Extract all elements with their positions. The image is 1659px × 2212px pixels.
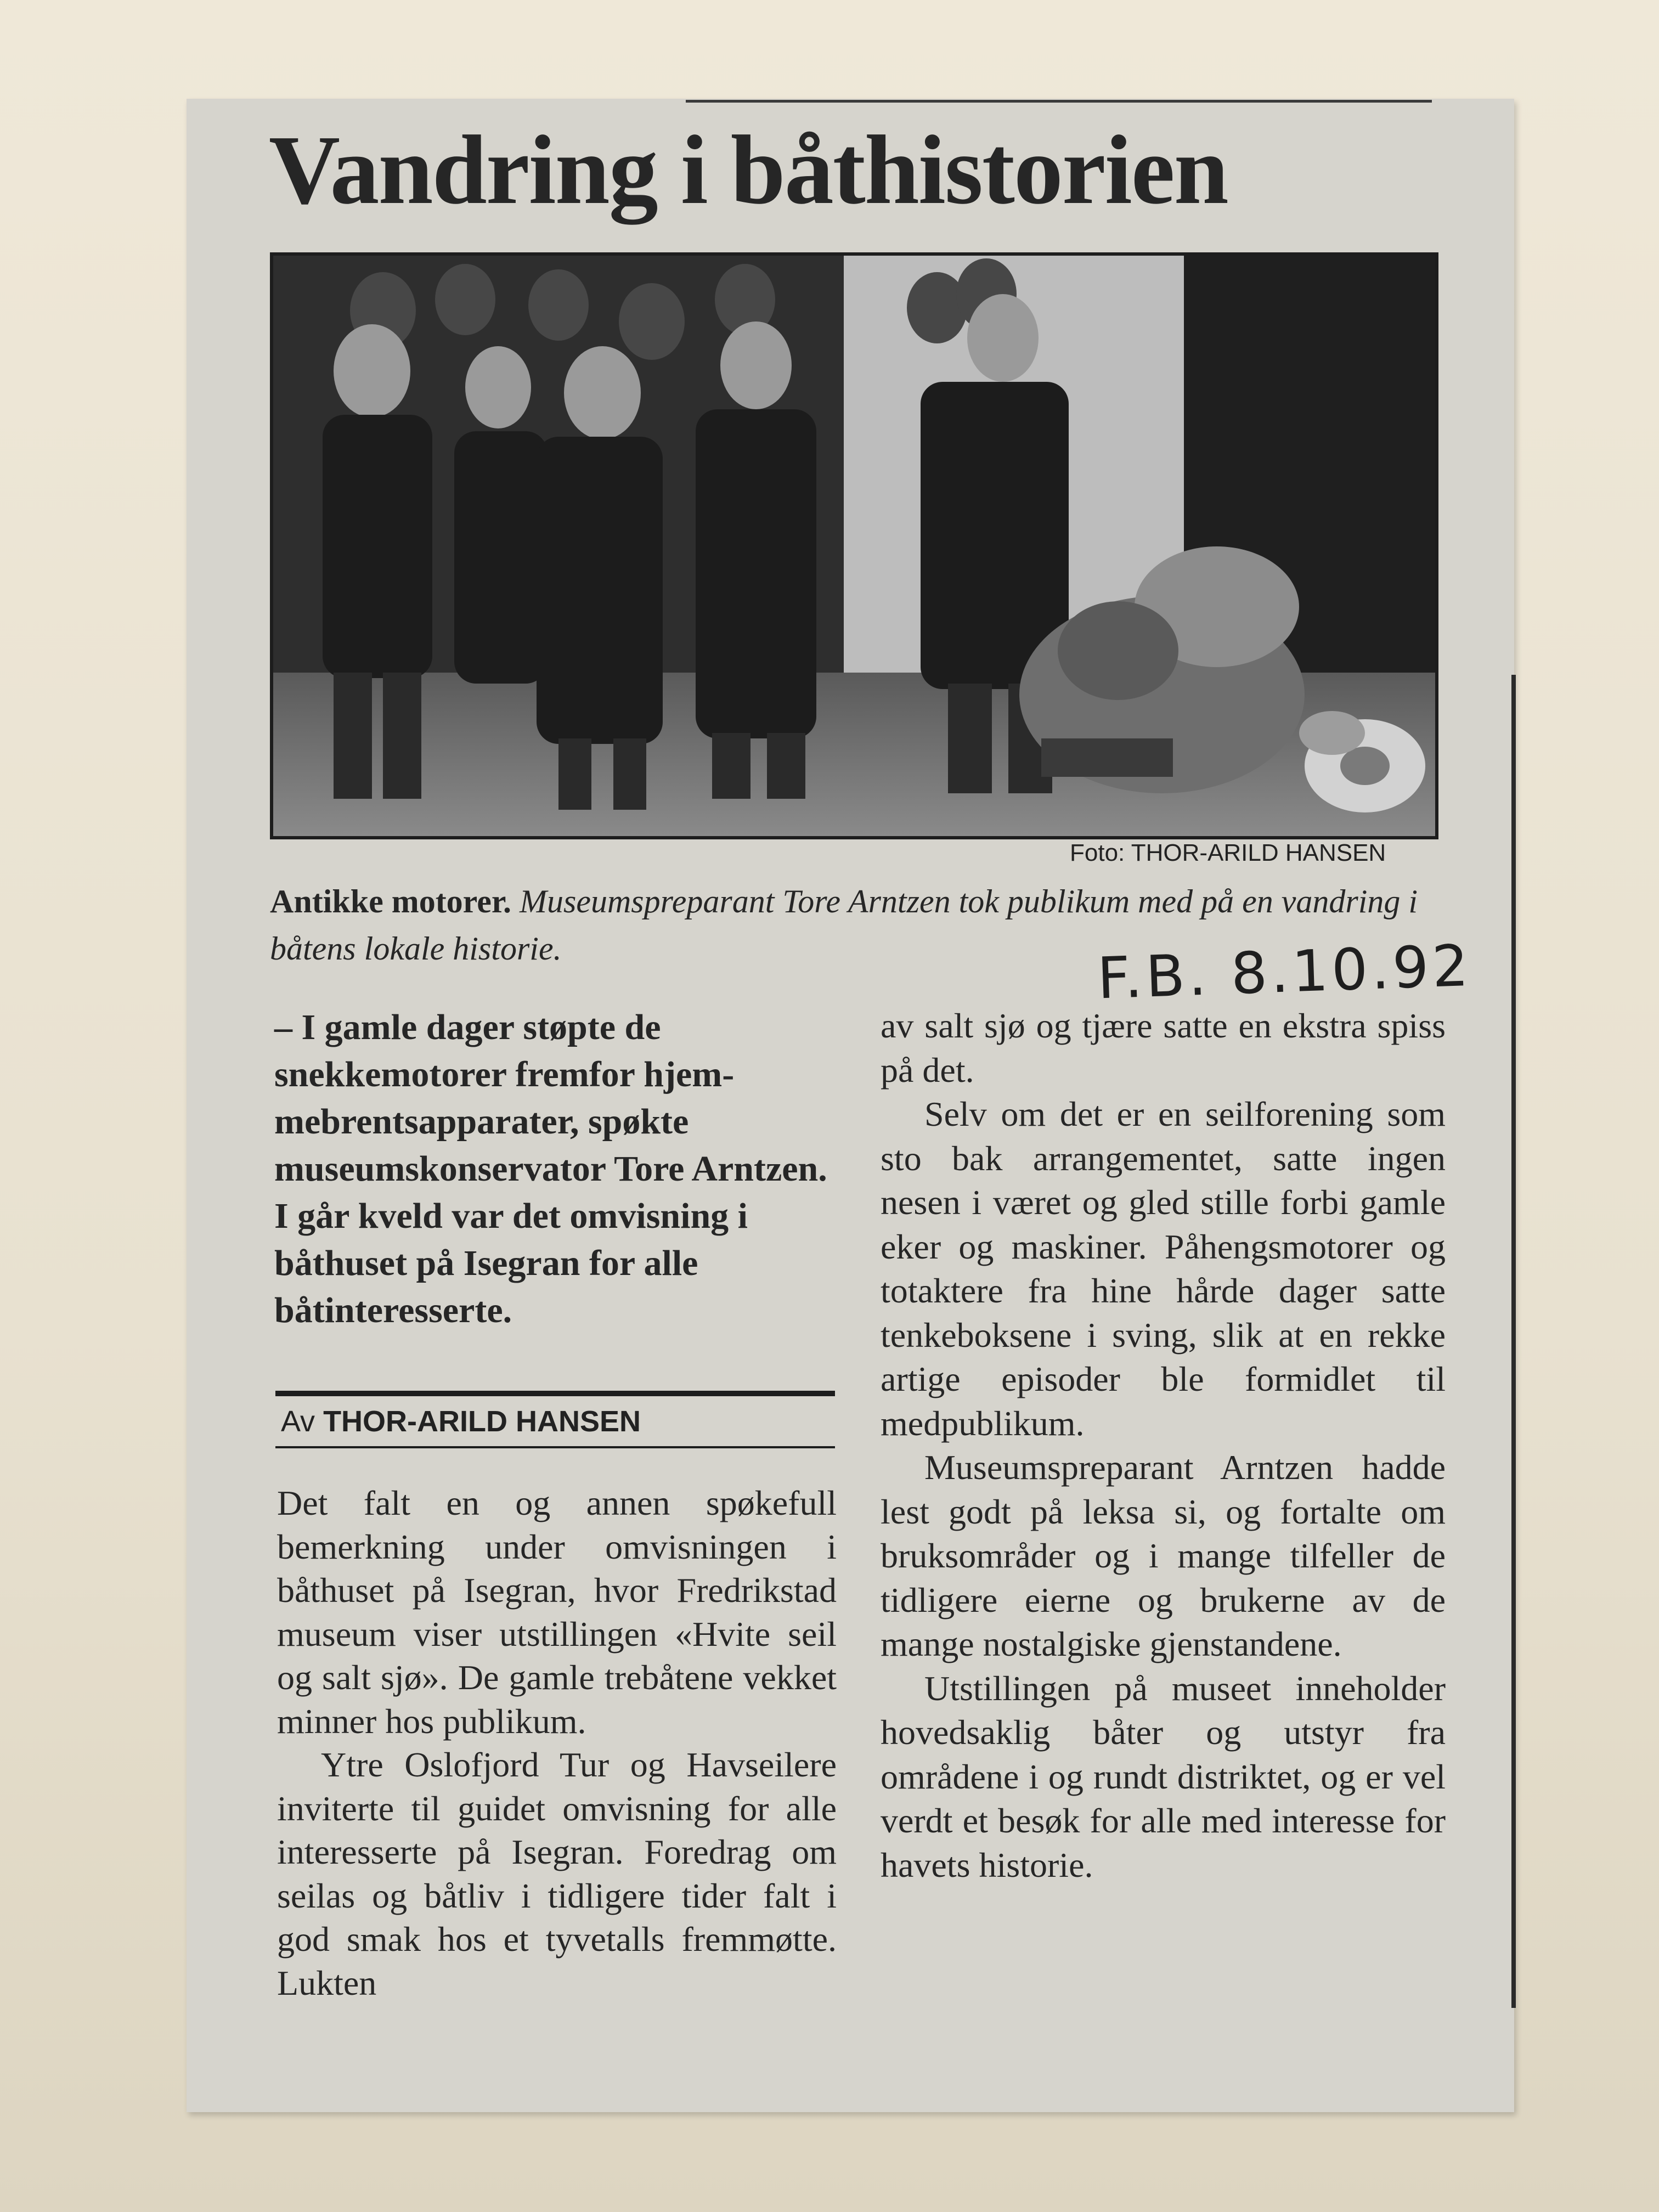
caption-text: Museumspreparant Tore Arntzen tok publikum med på en vandring i båtens lokale historie.	[270, 883, 1418, 967]
byline-author: THOR-ARILD HANSEN	[323, 1405, 641, 1438]
caption-title: Antikke motorer.	[270, 883, 511, 919]
byline-box	[275, 1391, 835, 1448]
body-paragraph: Ytre Oslofjord Tur og Havseilere inviterte til guidet omvisning for alle interesserte på Isegran. Foredrag om seilas og båtliv i tidligere tider falt i god smak hos et tyvetalls fremmøtte. Lukten	[277, 1745, 837, 2002]
column-side-rule	[1511, 675, 1516, 2008]
left-column-body	[277, 1481, 837, 2005]
body-paragraph: Selv om det er en seilforening som sto bak arrangementet, satte ingen nesen i været og gled stille forbi gamle eker og maskiner. Påhengsmotorer og totaktere fra hine hårde dager satte tenkeboksene i sving, slik at en rekke artige episoder ble formidlet til medpublikum.	[881, 1094, 1446, 1443]
body-paragraph: Det falt en og annen spøkefull bemerkning under omvisningen i båthuset på Isegran, hvor Fredrikstad museum viser utstillingen «Hvite seil og salt sjø». De gamle trebåtene vekket minner hos publikum.	[277, 1483, 837, 1741]
right-column-body	[881, 1004, 1446, 1887]
photo-credit: Foto: THOR-ARILD HANSEN	[1070, 839, 1386, 866]
top-rule	[686, 100, 1432, 103]
photo-group-of-men	[273, 256, 1435, 836]
body-paragraph: Utstillingen på museet inneholder hovedsaklig båter og utstyr fra områdene i og rundt distriktet, og er vel verdt et besøk for alle med interesse for havets historie.	[881, 1668, 1446, 1884]
byline	[281, 1404, 641, 1438]
handwritten-date: F.B. 8.10.92	[1096, 932, 1473, 1012]
body-paragraph: Museumspreparant Arntzen hadde lest godt på leksa si, og fortalte om bruksområder og i mange tilfeller de tidligere eierne og brukerne av de mange nostalgiske gjenstandene.	[881, 1448, 1446, 1663]
body-paragraph: av salt sjø og tjære satte en ekstra spiss på det.	[881, 1006, 1446, 1090]
byline-prefix: Av	[281, 1405, 315, 1438]
news-photo	[270, 252, 1438, 839]
headline: Vandring i båthistorien	[269, 115, 1228, 224]
lead-paragraph: – I gamle dager støpte de snekkemotorer fremfor hjemmebrentsapparater, spøkte museumskonservator Tore Arntzen. I går kveld var det omvisning i båthuset på Isegran for alle båtinteresserte.	[274, 1007, 827, 1330]
